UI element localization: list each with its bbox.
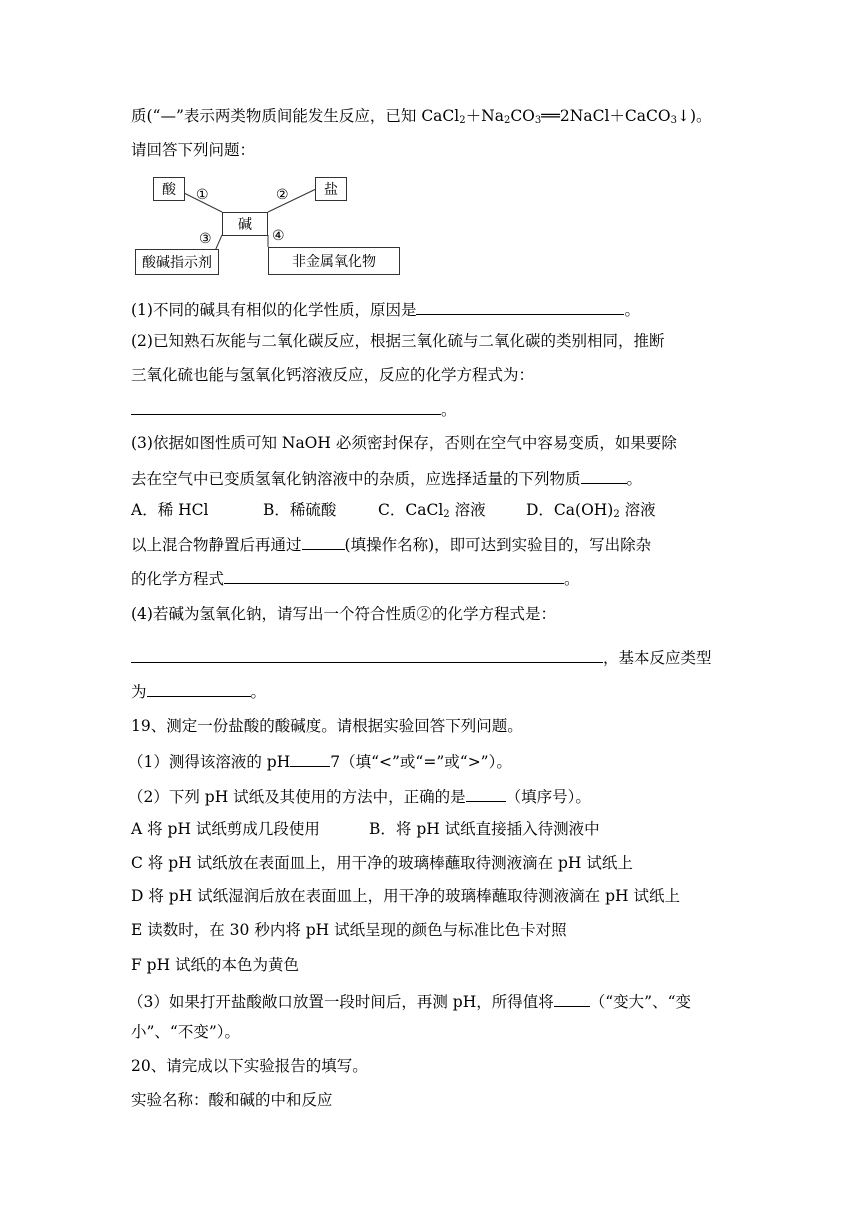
q3-line-5 [131, 567, 580, 589]
property-diagram [133, 175, 403, 277]
q3-text: 以上混合物静置后再通过 [131, 536, 302, 554]
q3-text: 的化学方程式 [131, 570, 225, 588]
q1-line [131, 298, 640, 320]
subscript: 2 [459, 115, 466, 126]
q1-text: (1)不同的碱具有相似的化学性质，原因是 [131, 301, 417, 319]
label-3: ③ [199, 231, 212, 247]
option-d-text: 溶液 [619, 501, 656, 519]
q4-line-2 [131, 646, 712, 668]
intro-text: 质(“—”表示两类物质间能发生反应，已知 CaCl [131, 107, 460, 125]
q19-text: （2）下列 pH 试纸及其使用的方法中，正确的是 [128, 788, 466, 806]
oxide-box [268, 247, 400, 275]
acid-box [153, 177, 185, 201]
q3-line-4 [131, 533, 651, 555]
q4-end: 。 [250, 683, 267, 701]
option-d-text: D．Ca(OH) [526, 501, 614, 519]
answer-blank[interactable] [131, 398, 441, 415]
intro-text: CO [510, 107, 535, 125]
option-a: A．稀 HCl [131, 501, 209, 519]
q19-part-2 [128, 785, 591, 807]
answer-blank[interactable] [131, 646, 603, 663]
base-label: 碱 [238, 217, 252, 233]
answer-blank[interactable] [147, 680, 251, 697]
q19-part-3-cont: 小”、“不变”）。 [131, 1023, 241, 1041]
q19-text: 7（填“<”或“=”或“>”）。 [330, 753, 512, 771]
intro-text: ↓)。 [676, 107, 712, 125]
label-4: ④ [272, 228, 285, 244]
option-c-text: 溶液 [449, 501, 486, 519]
subscript: 2 [613, 509, 620, 520]
answer-blank[interactable] [224, 567, 564, 584]
subscript: 2 [503, 115, 511, 126]
q19-option-f: F pH 试纸的本色为黄色 [131, 956, 300, 974]
q2-line-2: 三氧化硫也能与氢氧化钙溶液反应，反应的化学方程式为： [131, 366, 535, 384]
salt-label: 盐 [324, 182, 338, 198]
indicator-box [135, 249, 219, 275]
acid-label: 酸 [162, 182, 176, 198]
q19-text: （“变大”、“变 [589, 993, 692, 1011]
q4-line-1: (4)若碱为氢氧化钠，请写出一个符合性质②的化学方程式是： [131, 605, 556, 623]
q2-line-3 [131, 398, 457, 420]
q3-options [131, 500, 656, 520]
q4-text: 为 [131, 683, 147, 701]
q20-title: 20、请完成以下实验报告的填写。 [131, 1057, 368, 1075]
q19-option-e: E 读数时，在 30 秒内将 pH 试纸呈现的颜色与标准比色卡对照 [131, 921, 567, 939]
q1-end: 。 [624, 301, 640, 319]
answer-blank[interactable] [466, 785, 506, 802]
q3-end: 。 [564, 570, 580, 588]
option-a: A 将 pH 试纸剪成几段使用 [131, 820, 320, 838]
oxide-label: 非金属氧化物 [292, 254, 376, 270]
q19-text: （填序号）。 [505, 788, 591, 806]
intro-line-1 [131, 106, 712, 126]
q19-option-c: C 将 pH 试纸放在表面皿上，用干净的玻璃棒蘸取待测液滴在 pH 试纸上 [131, 854, 633, 872]
q19-text: （1）测得该溶液的 pH [128, 753, 291, 771]
intro-text: ══2NaCl＋CaCO [541, 107, 671, 125]
q3-text: (填操作名称)，即可达到实验目的，写出除杂 [344, 536, 652, 554]
q19-part-1 [128, 750, 512, 772]
answer-blank[interactable] [302, 533, 345, 550]
indicator-label: 酸碱指示剂 [142, 255, 212, 271]
q3-end: 。 [626, 470, 643, 488]
subscript: 3 [534, 115, 542, 126]
q4-text: ，基本反应类型 [603, 649, 712, 667]
q3-line-2 [131, 467, 642, 489]
answer-blank[interactable] [581, 467, 627, 484]
q19-option-d: D 将 pH 试纸湿润后放在表面皿上，用干净的玻璃棒蘸取待测液滴在 pH 试纸上 [131, 887, 680, 905]
answer-blank[interactable] [554, 990, 590, 1007]
option-d [526, 500, 656, 520]
q3-line-1: (3)依据如图性质可知 NaOH 必须密封保存，否则在空气中容易变质，如果要除 [131, 434, 677, 452]
option-c [378, 500, 526, 520]
q19-title: 19、测定一份盐酸的酸碱度。请根据实验回答下列问题。 [131, 717, 523, 735]
salt-box [315, 177, 347, 201]
answer-blank[interactable] [416, 298, 624, 315]
q19-options-ab [131, 819, 600, 839]
intro-text: ＋Na [465, 107, 504, 125]
option-b: B．将 pH 试纸直接插入待测液中 [369, 820, 600, 838]
q4-line-3 [131, 680, 266, 702]
answer-blank[interactable] [290, 750, 330, 767]
intro-line-2: 请回答下列问题： [131, 141, 256, 159]
q20-experiment-name: 实验名称：酸和碱的中和反应 [131, 1091, 333, 1109]
subscript: 2 [443, 509, 450, 520]
subscript: 3 [670, 115, 677, 126]
q2-line-1: (2)已知熟石灰能与二氧化碳反应，根据三氧化硫与二氧化碳的类别相同，推断 [131, 332, 665, 350]
option-c-text: C．CaCl [378, 501, 444, 519]
q3-text: 去在空气中已变质氢氧化钠溶液中的杂质，应选择适量的下列物质 [131, 470, 581, 488]
option-b: B．稀硫酸 [263, 501, 337, 519]
label-1: ① [196, 187, 209, 203]
q19-text: （3）如果打开盐酸敞口放置一段时间后，再测 pH，所得值将 [128, 993, 554, 1011]
base-box [222, 212, 268, 236]
q2-end: 。 [441, 401, 457, 419]
q19-part-3 [128, 990, 691, 1012]
label-2: ② [276, 187, 289, 203]
